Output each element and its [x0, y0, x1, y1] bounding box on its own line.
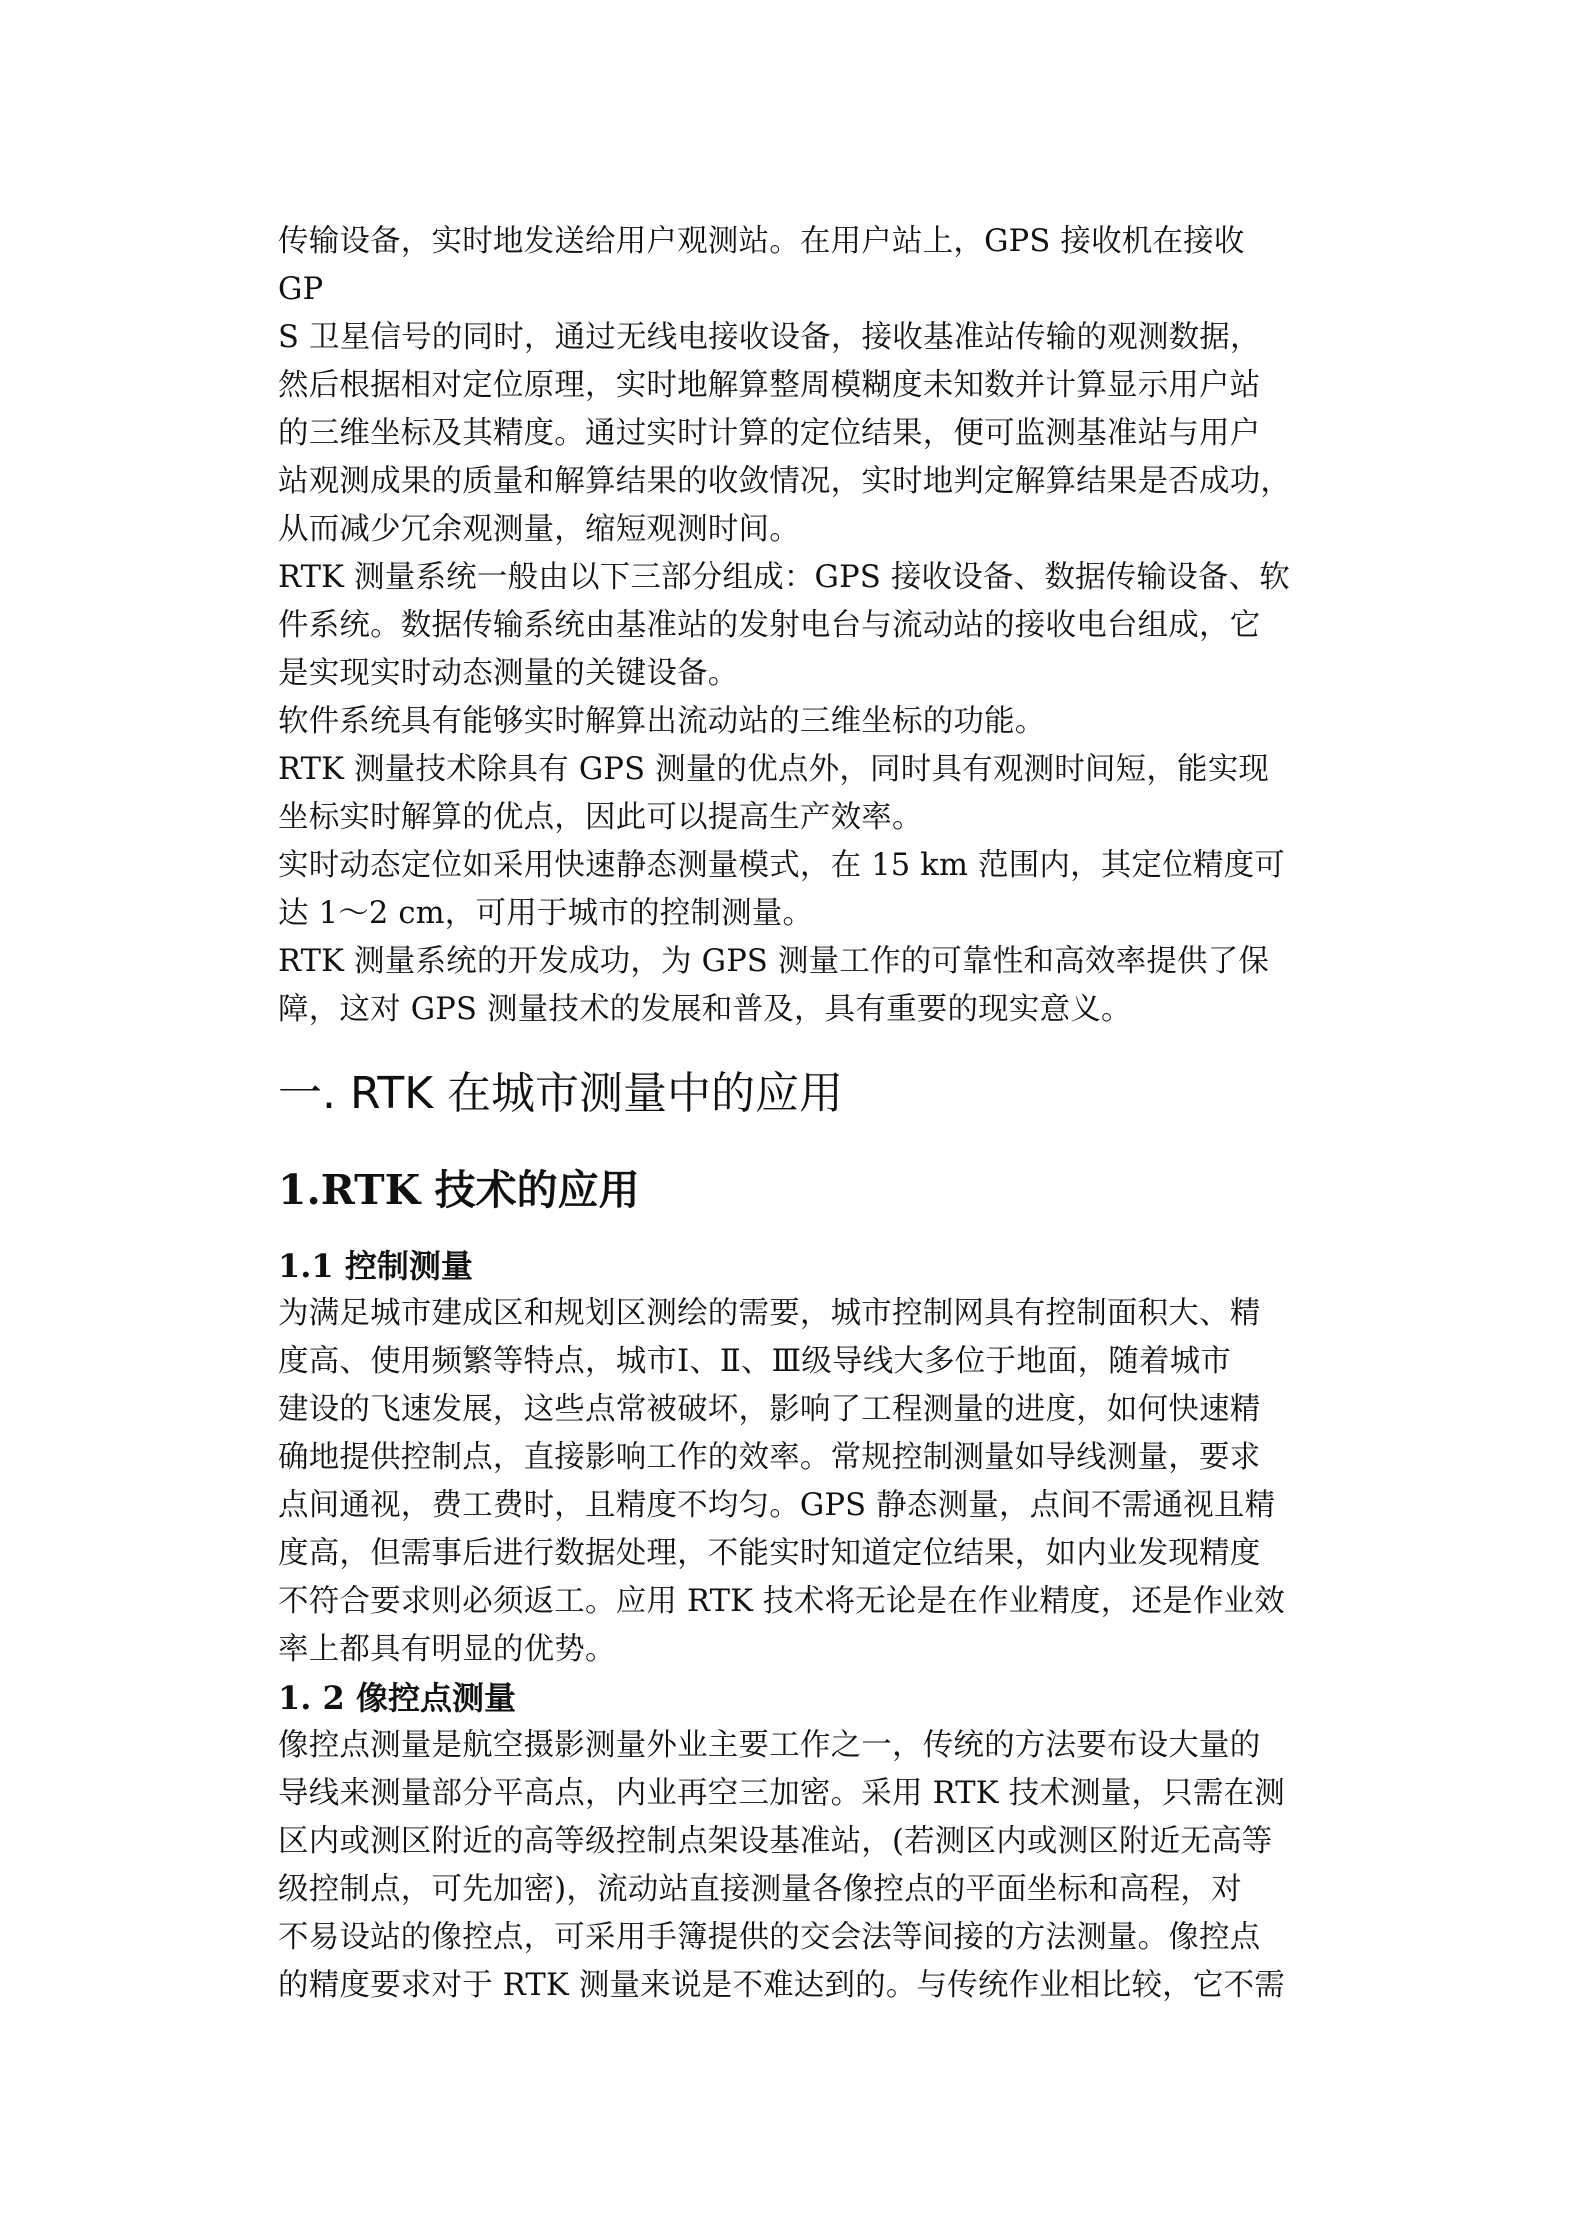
- text-line: 区内或测区附近的高等级控制点架设基准站，(若测区内或测区附近无高等: [278, 1824, 1273, 1859]
- section-heading: 一. RTK 在城市测量中的应用: [278, 1068, 844, 1119]
- text-line: 度高、使用频繁等特点，城市Ⅰ、Ⅱ、Ⅲ级导线大多位于地面，随着城市: [278, 1344, 1232, 1379]
- text-line: 达 1～2 cm，可用于城市的控制测量。: [278, 896, 814, 931]
- text-line: 的精度要求对于 RTK 测量来说是不难达到的。与传统作业相比较，它不需: [278, 1968, 1285, 2003]
- text-line: 实时动态定位如采用快速静态测量模式，在 15 km 范围内，其定位精度可: [278, 848, 1285, 883]
- photo-control-heading: 1. 2 像控点测量: [278, 1679, 516, 1717]
- text-line: 软件系统具有能够实时解算出流动站的三维坐标的功能。: [278, 704, 1046, 739]
- text-line: 从而减少冗余观测量，缩短观测时间。: [278, 512, 800, 547]
- text-line: 导线来测量部分平高点，内业再空三加密。采用 RTK 技术测量，只需在测: [278, 1776, 1285, 1811]
- text-line: 站观测成果的质量和解算结果的收敛情况，实时地判定解算结果是否成功，: [278, 464, 1292, 499]
- text-line: 坐标实时解算的优点，因此可以提高生产效率。: [278, 800, 923, 835]
- text-line: 率上都具有明显的优势。: [278, 1632, 616, 1667]
- text-line: RTK 测量技术除具有 GPS 测量的优点外，同时具有观测时间短，能实现: [278, 752, 1270, 787]
- text-line: 建设的飞速发展，这些点常被破坏，影响了工程测量的进度，如何快速精: [278, 1392, 1261, 1427]
- text-line: 级控制点，可先加密)，流动站直接测量各像控点的平面坐标和高程，对: [278, 1872, 1242, 1907]
- text-line: 件系统。数据传输系统由基准站的发射电台与流动站的接收电台组成，它: [278, 608, 1261, 643]
- text-line: GP: [278, 272, 324, 307]
- photo-control-paragraph: [278, 1722, 1338, 2010]
- control-survey-paragraph: [278, 1290, 1338, 1674]
- text-line: 障，这对 GPS 测量技术的发展和普及，具有重要的现实意义。: [278, 992, 1132, 1027]
- document-page: [278, 218, 1338, 2010]
- text-line: S 卫星信号的同时，通过无线电接收设备，接收基准站传输的观测数据，: [278, 320, 1261, 355]
- text-line: 是实现实时动态测量的关键设备。: [278, 656, 739, 691]
- text-line: 为满足城市建成区和规划区测绘的需要，城市控制网具有控制面积大、精: [278, 1296, 1261, 1331]
- text-line: 像控点测量是航空摄影测量外业主要工作之一，传统的方法要布设大量的: [278, 1728, 1261, 1763]
- text-line: 不符合要求则必须返工。应用 RTK 技术将无论是在作业精度，还是作业效: [278, 1584, 1285, 1619]
- text-line: 传输设备，实时地发送给用户观测站。在用户站上，GPS 接收机在接收: [278, 224, 1245, 259]
- intro-paragraph: [278, 218, 1338, 1034]
- text-line: 不易设站的像控点，可采用手簿提供的交会法等间接的方法测量。像控点: [278, 1920, 1261, 1955]
- text-line: 的三维坐标及其精度。通过实时计算的定位结果，便可监测基准站与用户: [278, 416, 1261, 451]
- control-survey-heading: 1.1 控制测量: [278, 1247, 473, 1285]
- text-line: 点间通视，费工费时，且精度不均匀。GPS 静态测量，点间不需通视且精: [278, 1488, 1276, 1523]
- text-line: RTK 测量系统一般由以下三部分组成：GPS 接收设备、数据传输设备、软: [278, 560, 1290, 595]
- text-line: 然后根据相对定位原理，实时地解算整周模糊度未知数并计算显示用户站: [278, 368, 1261, 403]
- text-line: 度高，但需事后进行数据处理，不能实时知道定位结果，如内业发现精度: [278, 1536, 1261, 1571]
- text-line: RTK 测量系统的开发成功，为 GPS 测量工作的可靠性和高效率提供了保: [278, 944, 1270, 979]
- text-line: 确地提供控制点，直接影响工作的效率。常规控制测量如导线测量，要求: [278, 1440, 1261, 1475]
- subsection-heading: 1.RTK 技术的应用: [278, 1166, 640, 1214]
